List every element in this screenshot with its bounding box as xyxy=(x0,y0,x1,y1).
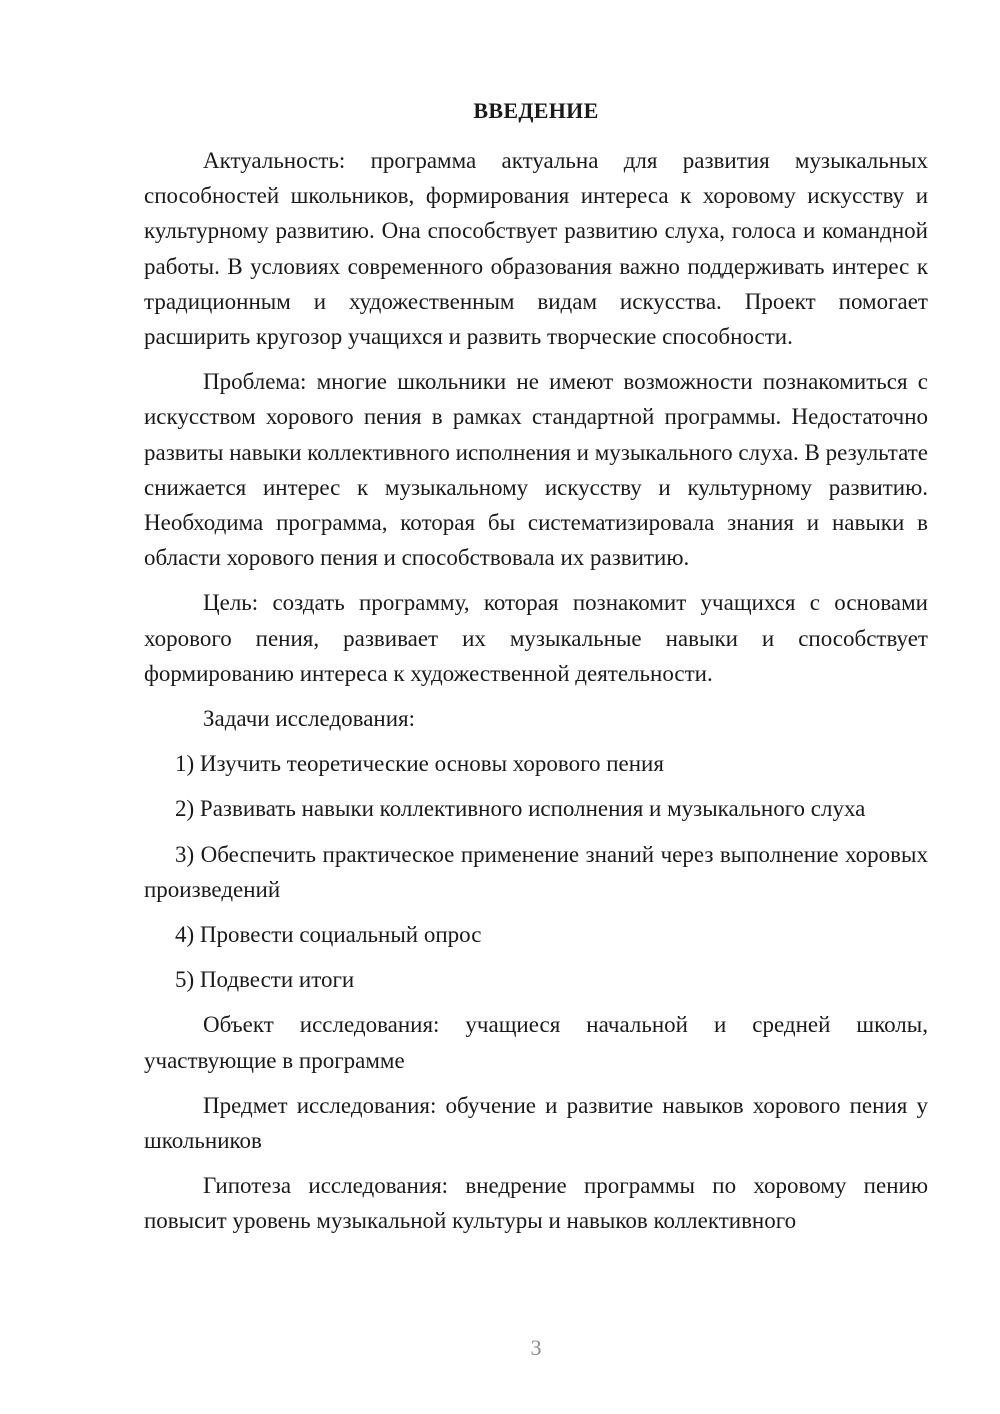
task-item: 3) Обеспечить практическое применение знаний через выполнение хоровых произведений xyxy=(144,841,928,902)
tasks-heading: Задачи исследования: xyxy=(203,706,416,732)
relevance-paragraph: Актуальность: программа актуальна для развития музыкальных способностей школьников, формирования интереса к хоровому искусству и культурному развитию. Она способствует развитию слуха, голоса и командной работы. В условиях современного образования важно поддерживать интерес к традиционным и художественным видам искусства. Проект помогает расширить кругозор учащихся и развить творческие способности. xyxy=(144,148,928,350)
research-object-paragraph: Объект исследования: учащиеся начальной и средней школы, участвующие в программе xyxy=(144,1012,928,1073)
goal-paragraph: Цель: создать программу, которая познакомит учащихся с основами хорового пения, развивает их музыкальные навыки и способствует формированию интереса к художественной деятельности. xyxy=(144,590,928,686)
task-item: 2) Развивать навыки коллективного исполнения и музыкального слуха xyxy=(175,796,866,822)
page-title: ВВЕДЕНИЕ xyxy=(473,98,599,123)
task-item: 4) Провести социальный опрос xyxy=(175,922,482,948)
task-item: 1) Изучить теоретические основы хорового пения xyxy=(175,751,664,777)
task-item: 5) Подвести итоги xyxy=(175,967,355,993)
research-subject-paragraph: Предмет исследования: обучение и развитие навыков хорового пения у школьников xyxy=(144,1092,928,1154)
document-body xyxy=(144,143,928,1249)
problem-paragraph: Проблема: многие школьники не имеют возможности познакомиться с искусством хорового пения в рамках стандартной программы. Недостаточно развиты навыки коллективного исполнения и музыкального слуха. В результате снижается интерес к музыкальному искусству и культурному развитию. Необходима программа, которая бы систематизировала знания и навыки в области хорового пения и способствовала их развитию. xyxy=(144,369,928,571)
hypothesis-paragraph: Гипотеза исследования: внедрение программы по хоровому пению повысит уровень музыкальной культуры и навыков коллективного xyxy=(144,1173,928,1234)
page-number: 3 xyxy=(530,1335,542,1360)
